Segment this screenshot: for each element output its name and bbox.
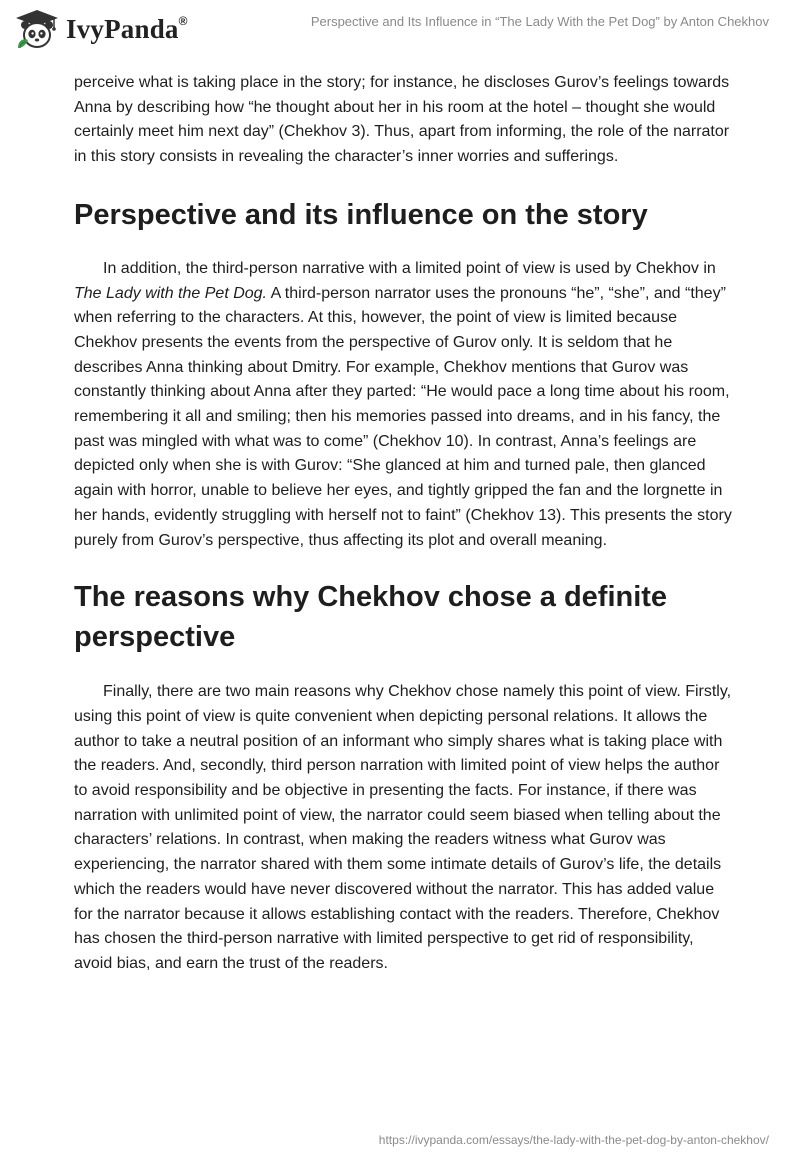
page-header <box>0 0 800 60</box>
paragraph-text: A third-person narrator uses the pronouns “he”, “she”, and “they” when referring to the characters. At this, however, the point of view is limited because Chekhov presents the events from the perspective of Gurov only. It is seldom that he describes Anna thinking about Dmitry. For example, Chekhov mentions that Gurov was constantly thinking about Anna after they parted: “He would pace a long time about his room, remembering it all and smiling; then his memories passed into dreams, and in his fancy, the past was mingled with what was to come” (Chekhov 10). In contrast, Anna’s feelings are depicted only when she is with Gurov: “She glanced at him and turned pale, then glanced again with horror, unable to believe her eyes, and tightly gripped the fan and the lorgnette in her hands, evidently struggling with herself not to faint” (Chekhov 13). This presents the story purely from Gurov’s perspective, thus affecting its plot and overall meaning. <box>74 284 732 549</box>
paragraph-reasons: Finally, there are two main reasons why Chekhov chose namely this point of view. Firstly, using this point of view is quite convenient when depicting personal relations. It allows the author to take a neutral position of an informant who simply shares what is taking place with the readers. And, secondly, third person narration with limited point of view helps the author to avoid responsibility and be objective in presenting the facts. For instance, if there was narration with unlimited point of view, the narrator could seem biased when telling about the characters’ relations. In contrast, when making the readers witness what Gurov was experiencing, the narrator shared with them some intimate details of Gurov’s life, the details which the readers would have never discovered without the narrator. This has added value for the narrator because it allows establishing contact with the readers. Therefore, Chekhov has chosen the third-person narrative with limited perspective to get rid of responsibility, avoid bias, and earn the trust of the readers. <box>74 683 732 972</box>
paragraph-intro: perceive what is taking place in the story; for instance, he discloses Gurov’s feelings towards Anna by describing how “he thought about her in his room at the hotel – thought she would certainly meet him next day” (Chekhov 3). Thus, apart from informing, the role of the narrator in this story consists in revealing the character’s inner worries and sufferings. <box>74 74 730 166</box>
paragraph-text: In addition, the third-person narrative with a limited point of view is used by Chekhov in <box>103 259 716 277</box>
panda-graduate-logo-icon <box>14 8 60 50</box>
section-heading-perspective: Perspective and its influence on the story <box>74 198 648 231</box>
work-title: The Lady with the Pet Dog. <box>74 284 267 302</box>
essay-content <box>74 71 734 977</box>
paragraph-perspective <box>74 257 734 553</box>
brand-name: IvyPanda® <box>66 13 188 44</box>
document-title: Perspective and Its Influence in “The Lady With the Pet Dog” by Anton Chekhov <box>310 14 769 29</box>
ivypanda-logo[interactable] <box>14 8 188 50</box>
section-heading-reasons: The reasons why Chekhov chose a definite perspective <box>74 581 668 654</box>
source-url[interactable]: https://ivypanda.com/essays/the-lady-with-the-pet-dog-by-anton-chekhov/ <box>378 1133 769 1147</box>
